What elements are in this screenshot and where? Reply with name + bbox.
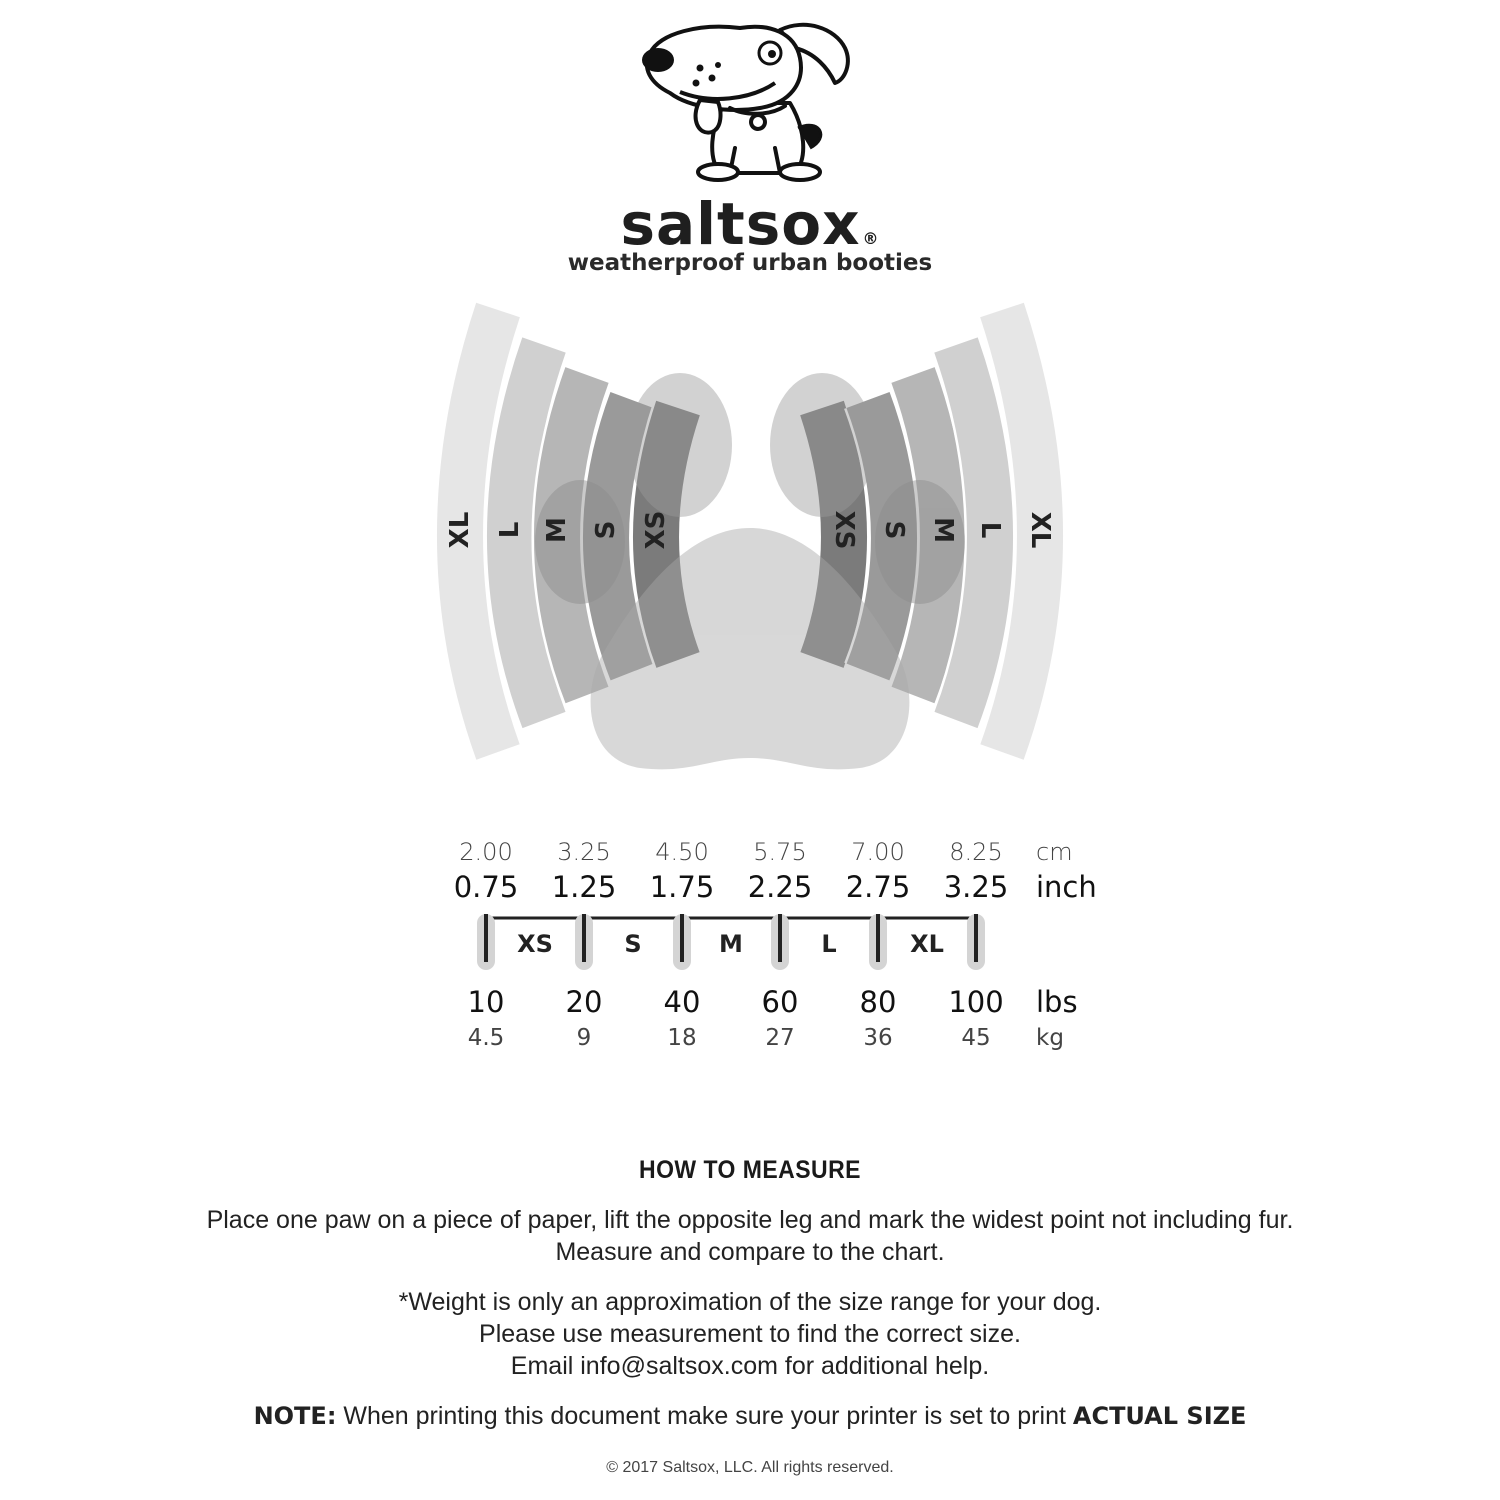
lbs-value: 20 xyxy=(565,985,603,1019)
size-label-m: M xyxy=(719,930,743,958)
size-scale xyxy=(0,820,1500,1070)
size-label-xl: XL xyxy=(910,930,944,958)
inch-value: 1.75 xyxy=(649,870,715,904)
size-label-s: S xyxy=(624,930,642,958)
cm-value: 5.75 xyxy=(753,838,807,866)
lbs-value: 100 xyxy=(948,985,1004,1019)
left-label-m: M xyxy=(542,517,572,543)
lbs-value: 80 xyxy=(859,985,897,1019)
instruction-line-1: Place one paw on a piece of paper, lift the opposite leg and mark the widest point not including fur. xyxy=(206,1206,1294,1234)
note-text: When printing this document make sure your printer is set to print xyxy=(336,1402,1073,1430)
cm-unit-label: cm xyxy=(1036,838,1073,866)
inch-value: 2.25 xyxy=(747,870,813,904)
kg-value: 27 xyxy=(765,1025,795,1051)
right-label-xs: XS xyxy=(829,510,859,550)
paw-size-chart xyxy=(0,290,1500,790)
cm-value: 2.00 xyxy=(459,838,513,866)
kg-value: 36 xyxy=(863,1025,893,1051)
print-note xyxy=(0,1402,1500,1431)
note-label: NOTE: xyxy=(253,1402,337,1430)
kg-unit-label: kg xyxy=(1036,1025,1064,1051)
left-label-xl: XL xyxy=(445,511,475,549)
cm-value: 4.50 xyxy=(655,838,709,866)
kg-value: 9 xyxy=(576,1025,592,1051)
right-label-xl: XL xyxy=(1025,511,1055,549)
size-label-l: L xyxy=(821,930,837,958)
right-label-s: S xyxy=(879,520,909,540)
size-label-xs: XS xyxy=(517,930,553,958)
cm-value: 7.00 xyxy=(851,838,905,866)
registered-mark: ® xyxy=(862,229,880,248)
note-emphasis: ACTUAL SIZE xyxy=(1072,1402,1247,1430)
inch-unit-label: inch xyxy=(1036,870,1097,904)
instruction-line-2: Measure and compare to the chart. xyxy=(555,1238,945,1266)
kg-value: 45 xyxy=(961,1025,991,1051)
email-help-line: Email info@saltsox.com for additional help. xyxy=(510,1352,990,1380)
lbs-value: 60 xyxy=(761,985,799,1019)
inch-value: 2.75 xyxy=(845,870,911,904)
kg-value: 18 xyxy=(667,1025,697,1051)
cm-value: 3.25 xyxy=(557,838,611,866)
brand-name xyxy=(0,190,1500,258)
inch-value: 1.25 xyxy=(551,870,617,904)
copyright-text: © 2017 Saltsox, LLC. All rights reserved. xyxy=(606,1459,894,1476)
cartoon-dog-icon xyxy=(630,8,870,184)
cm-value: 8.25 xyxy=(949,838,1003,866)
lbs-value: 10 xyxy=(467,985,505,1019)
lbs-value: 40 xyxy=(663,985,701,1019)
lbs-unit-label: lbs xyxy=(1036,985,1078,1019)
brand-wordmark: saltsox xyxy=(620,190,861,258)
kg-value: 4.5 xyxy=(467,1025,505,1051)
right-label-l: L xyxy=(975,521,1005,539)
left-label-xs: XS xyxy=(641,510,671,550)
left-label-l: L xyxy=(495,521,525,539)
inch-value: 3.25 xyxy=(943,870,1009,904)
weight-note-line-1: *Weight is only an approximation of the size range for your dog. xyxy=(398,1288,1102,1316)
right-label-m: M xyxy=(928,517,958,543)
left-label-s: S xyxy=(591,520,621,540)
size-ruler xyxy=(0,900,1500,975)
brand-tagline: weatherproof urban booties xyxy=(567,250,933,276)
weight-note-line-2: Please use measurement to find the correct size. xyxy=(479,1320,1021,1348)
how-to-measure-title: HOW TO MEASURE xyxy=(639,1156,861,1184)
inch-value: 0.75 xyxy=(453,870,519,904)
